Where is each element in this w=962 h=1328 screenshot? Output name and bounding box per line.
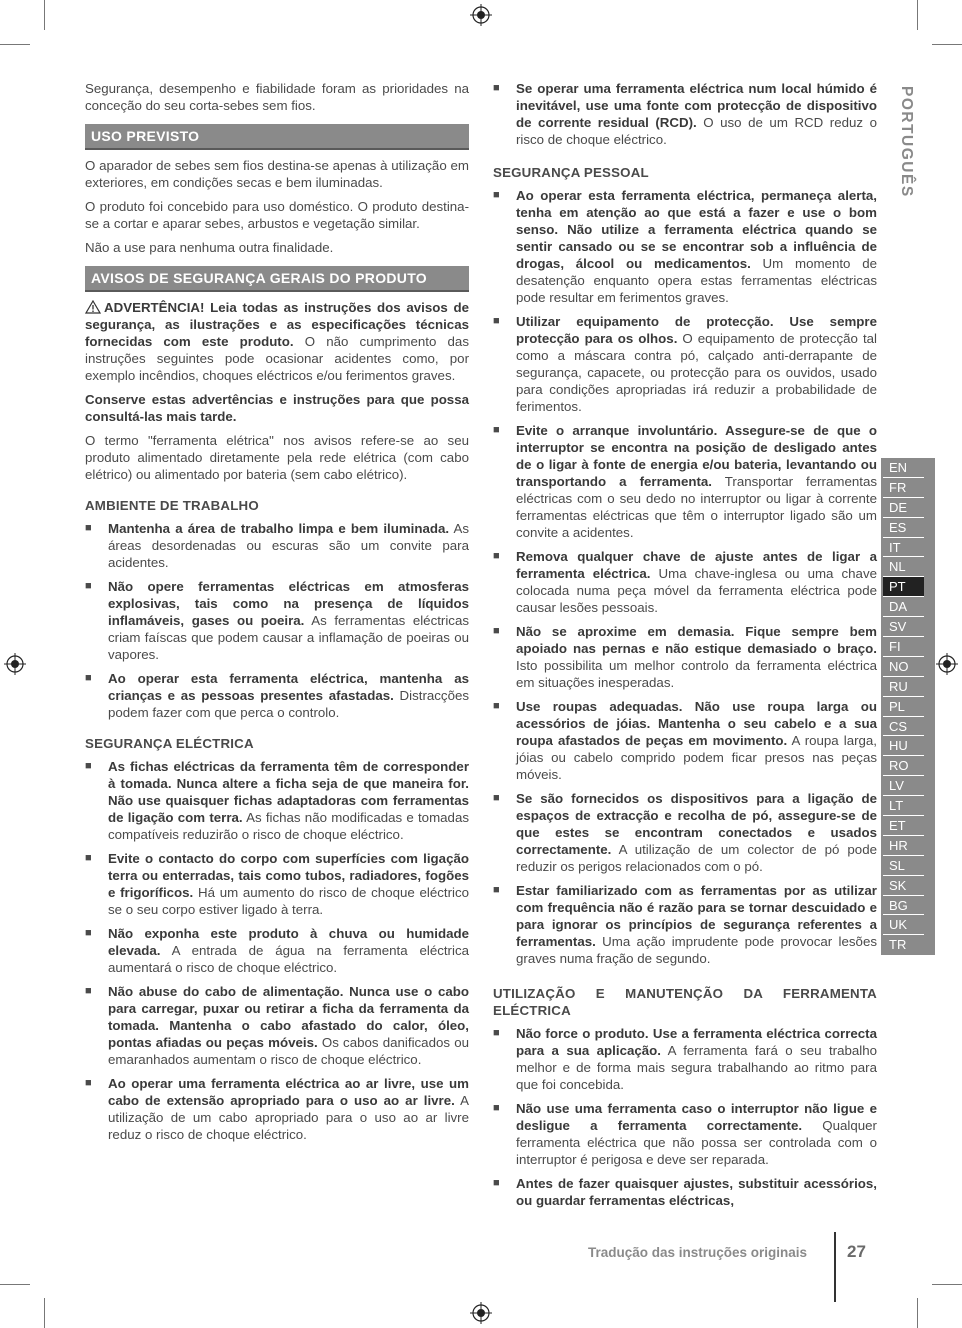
bullet-square-icon: ■	[85, 522, 92, 534]
list-item-bold: Não abuse do cabo de alimentação. Nunca use o cabo para carregar, puxar ou retirar a ficha da ferramenta da tomada. Mantenha o cabo afastado do calor, óleo, pontas afiadas ou peças móveis.	[108, 984, 469, 1050]
list-item	[85, 1075, 469, 1143]
list-item	[493, 1175, 877, 1209]
language-tab-pl[interactable]: PL	[883, 697, 924, 717]
paragraph: O aparador de sebes sem fios destina-se apenas à utilização em exteriores, em condições secas e bem iluminadas.	[85, 158, 469, 190]
crop-mark	[44, 0, 45, 30]
language-tab-ro[interactable]: RO	[883, 756, 924, 776]
list-ambiente	[85, 520, 469, 721]
language-tab-de[interactable]: DE	[883, 498, 924, 518]
language-tab-ru[interactable]: RU	[883, 677, 924, 697]
bullet-square-icon: ■	[85, 927, 92, 939]
list-item-bold: Não opere ferramentas eléctricas em atmosferas explosivas, tais como na presença de líquidos inflamáveis, gases ou poeira.	[108, 579, 469, 628]
list-item	[493, 1100, 877, 1168]
language-tab-no[interactable]: NO	[883, 657, 924, 677]
page-number: 27	[847, 1242, 866, 1261]
list-item	[85, 850, 469, 918]
language-tab-nl[interactable]: NL	[883, 557, 924, 577]
bullet-square-icon: ■	[493, 700, 500, 712]
bullet-square-icon: ■	[493, 625, 500, 637]
bullet-square-icon: ■	[493, 82, 500, 94]
bullet-square-icon: ■	[85, 672, 92, 684]
bullet-square-icon: ■	[493, 315, 500, 327]
list-item	[85, 520, 469, 571]
language-tab-tr[interactable]: TR	[889, 937, 907, 953]
list-item	[493, 1025, 877, 1093]
list-rcd	[493, 80, 877, 148]
bullet-square-icon: ■	[85, 760, 92, 772]
language-tab-sk[interactable]: SK	[883, 876, 924, 896]
crop-mark	[44, 1298, 45, 1328]
subhead-pessoal: SEGURANÇA PESSOAL	[493, 165, 649, 180]
list-item	[493, 623, 877, 691]
language-tab-en[interactable]: EN	[883, 458, 924, 478]
crop-mark	[917, 0, 918, 30]
bullet-square-icon: ■	[493, 1102, 500, 1114]
list-item	[493, 187, 877, 306]
list-item	[85, 925, 469, 976]
language-tab-fr[interactable]: FR	[883, 478, 924, 498]
warning-text: O não cumprimento das instruções seguintes pode ocasionar acidentes como, por exemplo incêndios, choques eléctricos e/ou ferimentos graves.	[85, 334, 469, 383]
section-title-avisos: AVISOS DE SEGURANÇA GERAIS DO PRODUTO	[85, 266, 469, 292]
list-item-bold: Se são fornecidos os dispositivos para a ligação de espaços de extracção e recolha de pó, assegure-se de que estes se encontram conectados e usados correctamente.	[516, 791, 877, 857]
bullet-square-icon: ■	[85, 985, 92, 997]
list-item-text: A roupa larga, jóias ou cabelo comprido podem ficar presos nas peças móveis.	[516, 733, 877, 782]
list-pessoal	[493, 187, 877, 967]
paragraph: Não a use para nenhuma outra finalidade.	[85, 240, 334, 255]
language-tab-sl[interactable]: SL	[883, 856, 924, 876]
list-item	[493, 882, 877, 967]
conserve-text	[85, 391, 469, 425]
conserve-bold: Conserve estas advertências e instruções para que possa consultá-las mais tarde.	[85, 392, 469, 424]
list-item	[85, 758, 469, 843]
bullet-square-icon: ■	[493, 1027, 500, 1039]
registration-mark-icon	[470, 4, 492, 26]
list-item-text: Uma chave-inglesa ou uma chave colocada numa peça móvel da ferramenta eléctrica pode causar lesões pessoais.	[516, 566, 877, 615]
list-item	[85, 578, 469, 663]
list-item-bold: Remova qualquer chave de ajuste antes de ligar a ferramenta eléctrica.	[516, 549, 877, 581]
list-item-bold: As fichas eléctricas da ferramenta têm de corresponder à tomada. Nunca altere a ficha seja de que maneira for. Não use quaisquer fichas adaptadoras com ferramentas de ligação com terra.	[108, 759, 469, 825]
list-item-bold: Ao operar uma ferramenta eléctrica ao ar livre, use um cabo de extensão apropriado para o uso ao ar livre.	[108, 1076, 469, 1108]
list-item-bold: Ao operar esta ferramenta eléctrica, mantenha as crianças e as pessoas presentes afastadas.	[108, 671, 469, 703]
list-item-bold: Não use uma ferramenta caso o interruptor não ligue e desligue a ferramenta correctamente.	[516, 1101, 877, 1133]
language-tab-bg[interactable]: BG	[883, 896, 924, 916]
footer-text: Tradução das instruções originais	[588, 1245, 808, 1260]
language-tab-it[interactable]: IT	[883, 538, 924, 558]
list-eletrica	[85, 758, 469, 1143]
intro-text: Segurança, desempenho e fiabilidade foram as prioridades na conceção do seu corta-sebes sem fios.	[85, 81, 469, 113]
language-tab-pt[interactable]: PT	[883, 577, 924, 597]
list-item-bold: Utilizar equipamento de protecção. Use sempre protecção para os olhos.	[516, 314, 877, 346]
bullet-square-icon: ■	[493, 189, 500, 201]
list-item-bold: Antes de fazer quaisquer ajustes, substituir acessórios, ou guardar ferramentas eléctricas,	[516, 1176, 877, 1208]
subhead-ambiente: AMBIENTE DE TRABALHO	[85, 498, 259, 513]
language-tab-hr[interactable]: HR	[883, 836, 924, 856]
list-item-text: As áreas desordenadas ou escuras são um convite para acidentes.	[108, 521, 469, 570]
list-item-text: A utilização de um colector de pó pode reduzir os perigos relacionados com o pó.	[516, 842, 877, 874]
list-item-text: O uso de um RCD reduz o risco de choque eléctrico.	[516, 115, 877, 147]
list-item-bold: Não force o produto. Use a ferramenta eléctrica correcta para a sua aplicação.	[516, 1026, 877, 1058]
crop-mark	[0, 1284, 30, 1285]
right-column	[493, 80, 877, 1216]
bullet-square-icon: ■	[493, 792, 500, 804]
side-language-title: PORTUGUÊS	[898, 86, 915, 198]
language-tab-fi[interactable]: FI	[883, 637, 924, 657]
list-item-text: A ferramenta fará o seu trabalho melhor e de forma mais segura trabalhando ao ritmo para que foi concebida.	[516, 1043, 877, 1092]
list-item	[85, 670, 469, 721]
warning-paragraph	[85, 299, 469, 384]
crop-mark	[932, 44, 962, 45]
language-tabs	[881, 458, 935, 955]
list-item-bold: Não exponha este produto à chuva ou humidade elevada.	[108, 926, 469, 958]
language-tab-es[interactable]: ES	[883, 518, 924, 538]
list-item-text: Uma ação imprudente pode provocar lesões graves numa fração de segundo.	[516, 934, 877, 966]
bullet-square-icon: ■	[493, 884, 500, 896]
language-tab-hu[interactable]: HU	[883, 736, 924, 756]
list-item-bold: Estar familiarizado com as ferramentas por as utilizar com frequência não é razão para se tornar descuidado e para ignorar os princípios de segurança referentes a ferramentas.	[516, 883, 877, 949]
list-item	[493, 422, 877, 541]
language-tab-uk[interactable]: UK	[883, 915, 924, 935]
section-title-uso-previsto: USO PREVISTO	[85, 124, 469, 150]
language-tab-et[interactable]: ET	[883, 816, 924, 836]
list-item-bold: Evite o arranque involuntário. Assegure-se de que o interruptor se encontra na posição de desligado antes de o ligar à fonte de energia e/ou bateria, levantando ou transportando a ferramenta.	[516, 423, 877, 489]
list-item-text: Os cabos danificados ou emaranhados aumentam o risco de choque eléctrico.	[108, 1035, 469, 1067]
list-item-bold: Evite o contacto do corpo com superfícies com ligação terra ou enterradas, tais como tubos, radiadores, fogões e frigoríficos.	[108, 851, 469, 900]
list-item-text: A utilização de um cabo apropriado para o uso ao ar livre reduz o risco de choque eléctrico.	[108, 1093, 469, 1142]
bullet-square-icon: ■	[85, 1077, 92, 1089]
list-item-text: Distracções podem fazer com que perca o controlo.	[108, 688, 470, 720]
bullet-square-icon: ■	[493, 550, 500, 562]
termo-text: O termo "ferramenta elétrica" nos avisos refere-se ao seu produto alimentado diretamente pela rede elétrica (com cabo elétrico) ou alimentado por bateria (sem cabo elétrico).	[85, 433, 469, 482]
list-item-bold: Ao operar esta ferramenta eléctrica, permaneça alerta, tenha em atenção ao que está a fazer e use o bom senso. Não utilize a ferramenta eléctrica quando se sentir cansado ou se se encontrar sob a influência de drogas, álcool ou medicamentos.	[516, 188, 877, 271]
registration-mark-icon	[470, 1302, 492, 1324]
list-item	[493, 790, 877, 875]
registration-mark-icon	[936, 653, 958, 675]
bullet-square-icon: ■	[85, 852, 92, 864]
language-tab-sv[interactable]: SV	[883, 617, 924, 637]
registration-mark-icon	[4, 653, 26, 675]
list-item-text: Qualquer ferramenta eléctrica que não possa ser controlada com o interruptor é perigosa e deve ser reparada.	[516, 1118, 877, 1167]
language-tab-lv[interactable]: LV	[883, 776, 924, 796]
list-item	[493, 313, 877, 415]
bullet-square-icon: ■	[493, 424, 500, 436]
warning-bold: ADVERTÊNCIA! Leia todas as instruções dos avisos de segurança, as ilustrações e as especificações técnicas fornecidas com este produto.	[85, 300, 469, 349]
list-item-text: Há um aumento do risco de choque eléctrico se o seu corpo estiver ligado à terra.	[108, 885, 470, 917]
list-item-text: A entrada de água na ferramenta eléctrica aumentará o risco de choque eléctrico.	[108, 943, 469, 975]
bullet-square-icon: ■	[493, 1177, 500, 1189]
warning-triangle-icon	[85, 300, 101, 314]
subhead-manutencao: UTILIZAÇÃO E MANUTENÇÃO DA FERRAMENTA ELÉCTRICA	[493, 986, 877, 1018]
language-tab-lt[interactable]: LT	[883, 796, 924, 816]
list-item	[493, 698, 877, 783]
list-item-text: Transportar ferramentas eléctricas com o seu dedo no interruptor ou ligar à corrente ferramentas eléctricas que têm o interruptor ligado são um convite a acidentes.	[516, 474, 877, 540]
list-item-bold: Se operar uma ferramenta eléctrica num local húmido é inevitável, use uma fonte com protecção de dispositivo de corrente residual (RCD).	[516, 81, 877, 130]
list-item-text: Um momento de desatenção enquanto opera estas ferramentas eléctricas pode resultar em ferimentos graves.	[516, 256, 877, 305]
list-item-text: O equipamento de protecção tal como a máscara contra pó, calçado anti-derrapante de segurança, capacete, ou protecção para os ouvidos, usado para condições apropriadas irá reduzir a probabilidade de ferimentos.	[516, 331, 877, 414]
language-tab-da[interactable]: DA	[883, 597, 924, 617]
left-column	[85, 80, 469, 1150]
bullet-square-icon: ■	[85, 580, 92, 592]
language-tab-cs[interactable]: CS	[883, 717, 924, 737]
list-item-bold: Use roupas adequadas. Não use roupa larga ou acessórios de jóias. Mantenha o seu cabelo e a sua roupa afastados de peças em movimento.	[516, 699, 877, 748]
list-item-bold: Mantenha a área de trabalho limpa e bem iluminada.	[108, 521, 450, 536]
list-item	[85, 983, 469, 1068]
list-item-text: Isto possibilita um melhor controlo da ferramenta eléctrica em situações inesperadas.	[516, 658, 877, 690]
footer-divider	[834, 1232, 836, 1302]
list-manutencao	[493, 1025, 877, 1209]
crop-mark	[0, 44, 30, 45]
crop-mark	[917, 1298, 918, 1328]
list-item	[493, 548, 877, 616]
paragraph: O produto foi concebido para uso doméstico. O produto destina-se a cortar e aparar sebes, arbustos e vegetação similar.	[85, 199, 469, 231]
list-item-text: As fichas não modificadas e tomadas compatíveis reduzirão o risco de choque eléctrico.	[108, 810, 469, 842]
crop-mark	[932, 1284, 962, 1285]
subhead-eletrica: SEGURANÇA ELÉCTRICA	[85, 736, 254, 751]
list-item-bold: Não se aproxime em demasia. Fique sempre bem apoiado nas pernas e não estique demasiado o braço.	[516, 624, 877, 656]
list-item	[493, 80, 877, 148]
list-item-text: As ferramentas eléctricas criam faíscas que podem causar a inflamação de poeiras ou vapores.	[108, 613, 469, 662]
